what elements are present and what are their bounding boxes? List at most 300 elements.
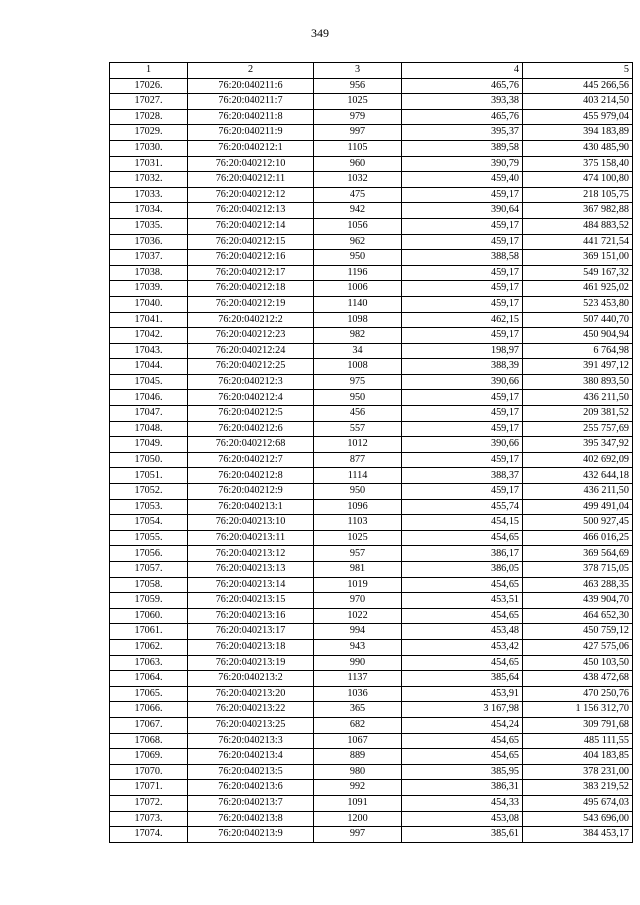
total-value-cell: 375 158,40 (523, 156, 633, 172)
area-value-cell: 1091 (314, 795, 402, 811)
table-body (110, 78, 633, 842)
area-value-cell: 1025 (314, 530, 402, 546)
cadastral-number-cell: 76:20:040212:4 (188, 390, 314, 406)
rate-value-cell: 385,61 (402, 827, 523, 843)
rate-value-cell: 454,65 (402, 608, 523, 624)
table-row (110, 203, 633, 219)
area-value-cell: 1114 (314, 468, 402, 484)
table-row (110, 187, 633, 203)
area-value-cell: 990 (314, 655, 402, 671)
cadastral-number-cell: 76:20:040212:19 (188, 296, 314, 312)
table-row (110, 156, 633, 172)
column-header-4: 4 (402, 63, 523, 79)
area-value-cell: 943 (314, 639, 402, 655)
column-header-3: 3 (314, 63, 402, 79)
cadastral-number-cell: 76:20:040212:6 (188, 421, 314, 437)
row-number-cell: 17062. (110, 639, 188, 655)
rate-value-cell: 459,17 (402, 218, 523, 234)
rate-value-cell: 465,76 (402, 109, 523, 125)
cadastral-number-cell: 76:20:040213:25 (188, 717, 314, 733)
area-value-cell: 1105 (314, 140, 402, 156)
area-value-cell: 1103 (314, 515, 402, 531)
rate-value-cell: 454,24 (402, 717, 523, 733)
cadastral-number-cell: 76:20:040213:2 (188, 671, 314, 687)
table-header-row (110, 63, 633, 79)
rate-value-cell: 453,48 (402, 624, 523, 640)
cadastral-number-cell: 76:20:040213:17 (188, 624, 314, 640)
rate-value-cell: 453,91 (402, 686, 523, 702)
cadastral-number-cell: 76:20:040213:20 (188, 686, 314, 702)
row-number-cell: 17037. (110, 250, 188, 266)
area-value-cell: 960 (314, 156, 402, 172)
table-row (110, 764, 633, 780)
row-number-cell: 17053. (110, 499, 188, 515)
area-value-cell: 1140 (314, 296, 402, 312)
row-number-cell: 17028. (110, 109, 188, 125)
cadastral-number-cell: 76:20:040213:19 (188, 655, 314, 671)
area-value-cell: 1019 (314, 577, 402, 593)
total-value-cell: 394 183,89 (523, 125, 633, 141)
rate-value-cell: 465,76 (402, 78, 523, 94)
total-value-cell: 500 927,45 (523, 515, 633, 531)
cadastral-number-cell: 76:20:040212:25 (188, 359, 314, 375)
table-row (110, 562, 633, 578)
total-value-cell: 461 925,02 (523, 281, 633, 297)
row-number-cell: 17051. (110, 468, 188, 484)
area-value-cell: 1067 (314, 733, 402, 749)
cadastral-number-cell: 76:20:040213:13 (188, 562, 314, 578)
row-number-cell: 17034. (110, 203, 188, 219)
total-value-cell: 395 347,92 (523, 437, 633, 453)
table-row (110, 749, 633, 765)
rate-value-cell: 385,95 (402, 764, 523, 780)
rate-value-cell: 388,37 (402, 468, 523, 484)
row-number-cell: 17069. (110, 749, 188, 765)
area-value-cell: 1022 (314, 608, 402, 624)
cadastral-number-cell: 76:20:040212:68 (188, 437, 314, 453)
cadastral-number-cell: 76:20:040212:7 (188, 452, 314, 468)
row-number-cell: 17047. (110, 406, 188, 422)
data-table (109, 62, 633, 843)
row-number-cell: 17071. (110, 780, 188, 796)
rate-value-cell: 459,17 (402, 406, 523, 422)
cadastral-number-cell: 76:20:040213:8 (188, 811, 314, 827)
table-row (110, 795, 633, 811)
rate-value-cell: 454,65 (402, 749, 523, 765)
table-row (110, 717, 633, 733)
table-row (110, 172, 633, 188)
table-row (110, 125, 633, 141)
total-value-cell: 466 016,25 (523, 530, 633, 546)
area-value-cell: 1098 (314, 312, 402, 328)
total-value-cell: 369 151,00 (523, 250, 633, 266)
row-number-cell: 17052. (110, 484, 188, 500)
rate-value-cell: 459,17 (402, 187, 523, 203)
rate-value-cell: 454,33 (402, 795, 523, 811)
table-row (110, 78, 633, 94)
cadastral-number-cell: 76:20:040213:3 (188, 733, 314, 749)
total-value-cell: 403 214,50 (523, 94, 633, 110)
row-number-cell: 17031. (110, 156, 188, 172)
cadastral-number-cell: 76:20:040213:10 (188, 515, 314, 531)
total-value-cell: 255 757,69 (523, 421, 633, 437)
area-value-cell: 997 (314, 827, 402, 843)
rate-value-cell: 454,15 (402, 515, 523, 531)
total-value-cell: 495 674,03 (523, 795, 633, 811)
rate-value-cell: 459,17 (402, 421, 523, 437)
cadastral-number-cell: 76:20:040213:12 (188, 546, 314, 562)
rate-value-cell: 453,08 (402, 811, 523, 827)
cadastral-number-cell: 76:20:040212:11 (188, 172, 314, 188)
table-row (110, 452, 633, 468)
total-value-cell: 474 100,80 (523, 172, 633, 188)
row-number-cell: 17059. (110, 593, 188, 609)
rate-value-cell: 390,66 (402, 437, 523, 453)
area-value-cell: 950 (314, 390, 402, 406)
rate-value-cell: 454,65 (402, 655, 523, 671)
rate-value-cell: 459,17 (402, 265, 523, 281)
area-value-cell: 1056 (314, 218, 402, 234)
cadastral-number-cell: 76:20:040212:24 (188, 343, 314, 359)
cadastral-number-cell: 76:20:040212:9 (188, 484, 314, 500)
rate-value-cell: 453,42 (402, 639, 523, 655)
rate-value-cell: 390,79 (402, 156, 523, 172)
table-row (110, 515, 633, 531)
total-value-cell: 402 692,09 (523, 452, 633, 468)
table-row (110, 94, 633, 110)
area-value-cell: 1025 (314, 94, 402, 110)
cadastral-number-cell: 76:20:040213:9 (188, 827, 314, 843)
row-number-cell: 17039. (110, 281, 188, 297)
total-value-cell: 438 472,68 (523, 671, 633, 687)
table-row (110, 780, 633, 796)
rate-value-cell: 388,58 (402, 250, 523, 266)
rate-value-cell: 386,17 (402, 546, 523, 562)
row-number-cell: 17048. (110, 421, 188, 437)
area-value-cell: 1032 (314, 172, 402, 188)
rate-value-cell: 459,17 (402, 452, 523, 468)
table-row (110, 374, 633, 390)
cadastral-number-cell: 76:20:040212:16 (188, 250, 314, 266)
cadastral-number-cell: 76:20:040211:8 (188, 109, 314, 125)
table-row (110, 593, 633, 609)
total-value-cell: 384 453,17 (523, 827, 633, 843)
table-row (110, 328, 633, 344)
cadastral-number-cell: 76:20:040213:7 (188, 795, 314, 811)
area-value-cell: 1200 (314, 811, 402, 827)
area-value-cell: 1137 (314, 671, 402, 687)
area-value-cell: 992 (314, 780, 402, 796)
area-value-cell: 1012 (314, 437, 402, 453)
total-value-cell: 441 721,54 (523, 234, 633, 250)
row-number-cell: 17068. (110, 733, 188, 749)
total-value-cell: 485 111,55 (523, 733, 633, 749)
area-value-cell: 475 (314, 187, 402, 203)
table-row (110, 733, 633, 749)
area-value-cell: 950 (314, 250, 402, 266)
row-number-cell: 17063. (110, 655, 188, 671)
cadastral-number-cell: 76:20:040212:1 (188, 140, 314, 156)
total-value-cell: 484 883,52 (523, 218, 633, 234)
row-number-cell: 17061. (110, 624, 188, 640)
table-row (110, 655, 633, 671)
row-number-cell: 17029. (110, 125, 188, 141)
column-header-5: 5 (523, 63, 633, 79)
area-value-cell: 970 (314, 593, 402, 609)
total-value-cell: 463 288,35 (523, 577, 633, 593)
area-value-cell: 877 (314, 452, 402, 468)
total-value-cell: 499 491,04 (523, 499, 633, 515)
table-row (110, 577, 633, 593)
rate-value-cell: 459,17 (402, 281, 523, 297)
cadastral-number-cell: 76:20:040212:2 (188, 312, 314, 328)
rate-value-cell: 390,64 (402, 203, 523, 219)
table-row (110, 250, 633, 266)
area-value-cell: 557 (314, 421, 402, 437)
row-number-cell: 17058. (110, 577, 188, 593)
table-row (110, 468, 633, 484)
rate-value-cell: 395,37 (402, 125, 523, 141)
table-row (110, 608, 633, 624)
total-value-cell: 383 219,52 (523, 780, 633, 796)
table-row (110, 343, 633, 359)
total-value-cell: 436 211,50 (523, 484, 633, 500)
total-value-cell: 445 266,56 (523, 78, 633, 94)
table-row (110, 359, 633, 375)
row-number-cell: 17074. (110, 827, 188, 843)
table-row (110, 624, 633, 640)
table-row (110, 265, 633, 281)
cadastral-number-cell: 76:20:040213:16 (188, 608, 314, 624)
area-value-cell: 365 (314, 702, 402, 718)
total-value-cell: 427 575,06 (523, 639, 633, 655)
row-number-cell: 17026. (110, 78, 188, 94)
area-value-cell: 957 (314, 546, 402, 562)
row-number-cell: 17054. (110, 515, 188, 531)
table-row (110, 546, 633, 562)
rate-value-cell: 388,39 (402, 359, 523, 375)
table-row (110, 437, 633, 453)
row-number-cell: 17027. (110, 94, 188, 110)
row-number-cell: 17065. (110, 686, 188, 702)
area-value-cell: 962 (314, 234, 402, 250)
cadastral-number-cell: 76:20:040212:5 (188, 406, 314, 422)
table-row (110, 218, 633, 234)
row-number-cell: 17040. (110, 296, 188, 312)
cadastral-number-cell: 76:20:040213:18 (188, 639, 314, 655)
total-value-cell: 470 250,76 (523, 686, 633, 702)
table-row (110, 234, 633, 250)
row-number-cell: 17064. (110, 671, 188, 687)
row-number-cell: 17073. (110, 811, 188, 827)
rate-value-cell: 454,65 (402, 733, 523, 749)
rate-value-cell: 455,74 (402, 499, 523, 515)
row-number-cell: 17036. (110, 234, 188, 250)
total-value-cell: 450 103,50 (523, 655, 633, 671)
cadastral-number-cell: 76:20:040212:23 (188, 328, 314, 344)
area-value-cell: 1196 (314, 265, 402, 281)
area-value-cell: 982 (314, 328, 402, 344)
cadastral-number-cell: 76:20:040212:14 (188, 218, 314, 234)
rate-value-cell: 459,17 (402, 234, 523, 250)
cadastral-number-cell: 76:20:040212:17 (188, 265, 314, 281)
cadastral-number-cell: 76:20:040213:15 (188, 593, 314, 609)
cadastral-number-cell: 76:20:040212:8 (188, 468, 314, 484)
cadastral-number-cell: 76:20:040212:18 (188, 281, 314, 297)
table-row (110, 671, 633, 687)
total-value-cell: 218 105,75 (523, 187, 633, 203)
row-number-cell: 17041. (110, 312, 188, 328)
total-value-cell: 450 904,94 (523, 328, 633, 344)
total-value-cell: 430 485,90 (523, 140, 633, 156)
table-row (110, 811, 633, 827)
rate-value-cell: 385,64 (402, 671, 523, 687)
total-value-cell: 391 497,12 (523, 359, 633, 375)
cadastral-number-cell: 76:20:040212:3 (188, 374, 314, 390)
total-value-cell: 1 156 312,70 (523, 702, 633, 718)
table-row (110, 499, 633, 515)
cadastral-number-cell: 76:20:040212:15 (188, 234, 314, 250)
row-number-cell: 17030. (110, 140, 188, 156)
area-value-cell: 979 (314, 109, 402, 125)
rate-value-cell: 459,40 (402, 172, 523, 188)
cadastral-number-cell: 76:20:040213:5 (188, 764, 314, 780)
total-value-cell: 378 715,05 (523, 562, 633, 578)
cadastral-number-cell: 76:20:040212:10 (188, 156, 314, 172)
row-number-cell: 17043. (110, 343, 188, 359)
rate-value-cell: 454,65 (402, 530, 523, 546)
row-number-cell: 17072. (110, 795, 188, 811)
total-value-cell: 209 381,52 (523, 406, 633, 422)
total-value-cell: 404 183,85 (523, 749, 633, 765)
row-number-cell: 17070. (110, 764, 188, 780)
rate-value-cell: 390,66 (402, 374, 523, 390)
table-row (110, 390, 633, 406)
rate-value-cell: 459,17 (402, 296, 523, 312)
table-row (110, 421, 633, 437)
area-value-cell: 994 (314, 624, 402, 640)
area-value-cell: 1008 (314, 359, 402, 375)
table-row (110, 312, 633, 328)
cadastral-number-cell: 76:20:040213:22 (188, 702, 314, 718)
rate-value-cell: 198,97 (402, 343, 523, 359)
page-number: 349 (311, 26, 329, 40)
table-row (110, 296, 633, 312)
table-row (110, 484, 633, 500)
total-value-cell: 450 759,12 (523, 624, 633, 640)
total-value-cell: 464 652,30 (523, 608, 633, 624)
column-header-1: 1 (110, 63, 188, 79)
row-number-cell: 17046. (110, 390, 188, 406)
total-value-cell: 6 764,98 (523, 343, 633, 359)
rate-value-cell: 459,17 (402, 328, 523, 344)
area-value-cell: 942 (314, 203, 402, 219)
table-row (110, 827, 633, 843)
total-value-cell: 380 893,50 (523, 374, 633, 390)
total-value-cell: 439 904,70 (523, 593, 633, 609)
total-value-cell: 523 453,80 (523, 296, 633, 312)
row-number-cell: 17057. (110, 562, 188, 578)
rate-value-cell: 393,38 (402, 94, 523, 110)
area-value-cell: 1096 (314, 499, 402, 515)
cadastral-number-cell: 76:20:040213:1 (188, 499, 314, 515)
cadastral-number-cell: 76:20:040212:13 (188, 203, 314, 219)
total-value-cell: 369 564,69 (523, 546, 633, 562)
area-value-cell: 456 (314, 406, 402, 422)
row-number-cell: 17045. (110, 374, 188, 390)
cadastral-number-cell: 76:20:040212:12 (188, 187, 314, 203)
cadastral-number-cell: 76:20:040213:4 (188, 749, 314, 765)
area-value-cell: 981 (314, 562, 402, 578)
rate-value-cell: 462,15 (402, 312, 523, 328)
area-value-cell: 956 (314, 78, 402, 94)
row-number-cell: 17035. (110, 218, 188, 234)
rate-value-cell: 459,17 (402, 390, 523, 406)
table-row (110, 702, 633, 718)
row-number-cell: 17067. (110, 717, 188, 733)
rate-value-cell: 389,58 (402, 140, 523, 156)
table-row (110, 140, 633, 156)
total-value-cell: 455 979,04 (523, 109, 633, 125)
table-row (110, 281, 633, 297)
cadastral-number-cell: 76:20:040213:11 (188, 530, 314, 546)
total-value-cell: 309 791,68 (523, 717, 633, 733)
table-row (110, 639, 633, 655)
row-number-cell: 17049. (110, 437, 188, 453)
row-number-cell: 17032. (110, 172, 188, 188)
total-value-cell: 543 696,00 (523, 811, 633, 827)
area-value-cell: 997 (314, 125, 402, 141)
area-value-cell: 975 (314, 374, 402, 390)
cadastral-number-cell: 76:20:040211:7 (188, 94, 314, 110)
table-row (110, 686, 633, 702)
row-number-cell: 17055. (110, 530, 188, 546)
table-row (110, 406, 633, 422)
row-number-cell: 17056. (110, 546, 188, 562)
row-number-cell: 17033. (110, 187, 188, 203)
rate-value-cell: 3 167,98 (402, 702, 523, 718)
total-value-cell: 367 982,88 (523, 203, 633, 219)
cadastral-number-cell: 76:20:040213:14 (188, 577, 314, 593)
row-number-cell: 17044. (110, 359, 188, 375)
cadastral-number-cell: 76:20:040211:9 (188, 125, 314, 141)
column-header-2: 2 (188, 63, 314, 79)
rate-value-cell: 453,51 (402, 593, 523, 609)
row-number-cell: 17038. (110, 265, 188, 281)
area-value-cell: 980 (314, 764, 402, 780)
row-number-cell: 17060. (110, 608, 188, 624)
area-value-cell: 950 (314, 484, 402, 500)
rate-value-cell: 386,31 (402, 780, 523, 796)
area-value-cell: 682 (314, 717, 402, 733)
row-number-cell: 17042. (110, 328, 188, 344)
area-value-cell: 889 (314, 749, 402, 765)
cadastral-number-cell: 76:20:040211:6 (188, 78, 314, 94)
rate-value-cell: 454,65 (402, 577, 523, 593)
row-number-cell: 17050. (110, 452, 188, 468)
area-value-cell: 1006 (314, 281, 402, 297)
cadastral-number-cell: 76:20:040213:6 (188, 780, 314, 796)
table-row (110, 109, 633, 125)
rate-value-cell: 386,05 (402, 562, 523, 578)
rate-value-cell: 459,17 (402, 484, 523, 500)
total-value-cell: 378 231,00 (523, 764, 633, 780)
row-number-cell: 17066. (110, 702, 188, 718)
area-value-cell: 1036 (314, 686, 402, 702)
total-value-cell: 507 440,70 (523, 312, 633, 328)
total-value-cell: 432 644,18 (523, 468, 633, 484)
area-value-cell: 34 (314, 343, 402, 359)
